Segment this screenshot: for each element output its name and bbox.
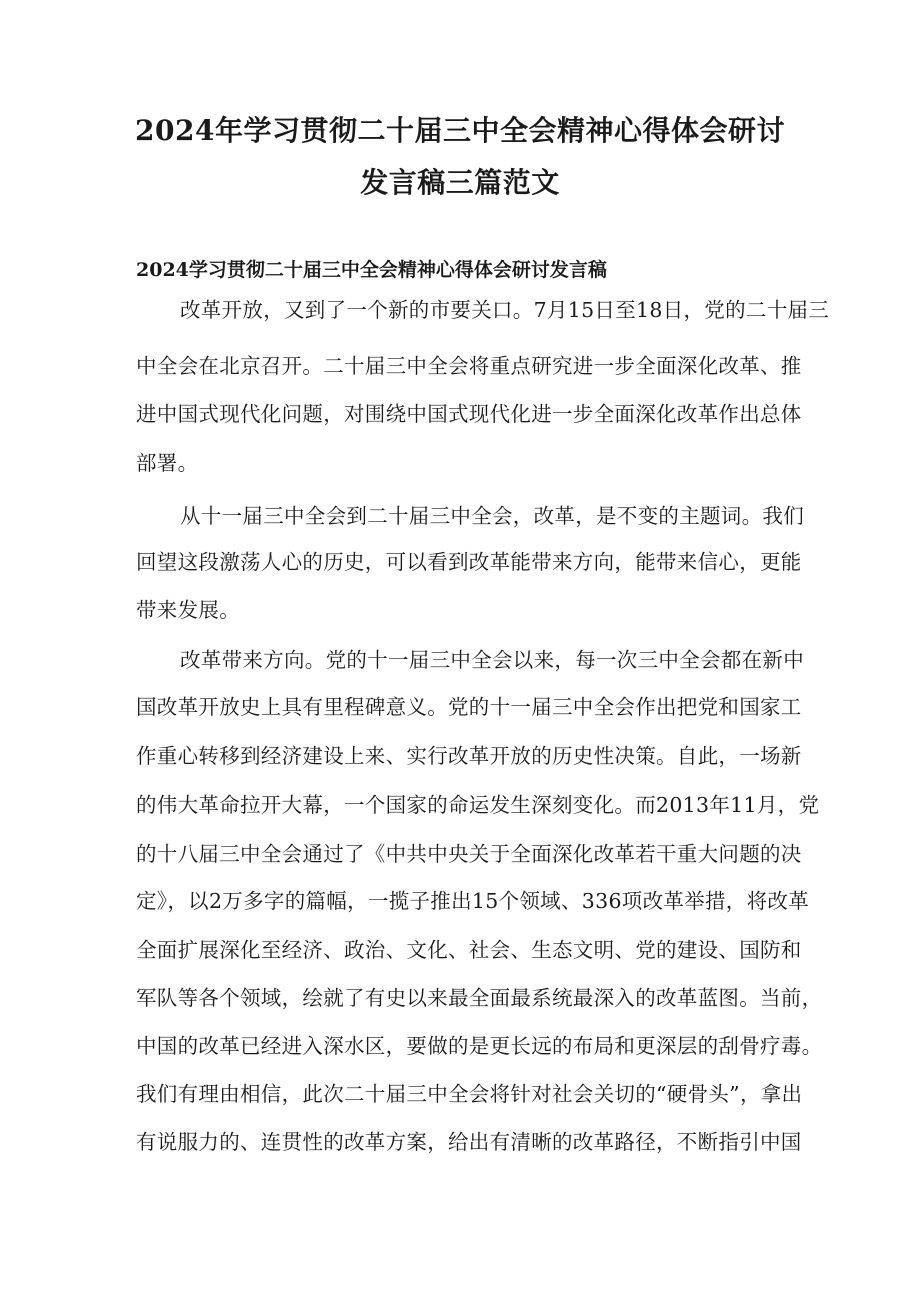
section-heading: 2024学习贯彻二十届三中全会精神心得体会研讨发言稿: [136, 259, 607, 281]
paragraph-3-line-1: 改革带来方向。党的十一届三中全会以来，每一次三中全会都在新中: [180, 648, 804, 672]
paragraph-3-line-10: 我们有理由相信，此次二十届三中全会将针对社会关切的“硬骨头”，拿出: [136, 1082, 803, 1106]
paragraph-3-line-7: 全面扩展深化至经济、政治、文化、社会、生态文明、党的建设、国防和: [136, 938, 802, 962]
paragraph-3-line-3: 作重心转移到经济建设上来、实行改革开放的历史性决策。自此，一场新: [136, 744, 802, 768]
paragraph-1-line-4: 部署。: [136, 451, 199, 475]
document-title-line-1: 2024年学习贯彻二十届三中全会精神心得体会研讨: [135, 114, 785, 147]
document-title-line-2: 发言稿三篇范文: [360, 166, 560, 199]
paragraph-2-line-2: 回望这段激荡人心的历史，可以看到改革能带来方向，能带来信心，更能: [136, 550, 802, 574]
paragraph-3-line-2: 国改革开放史上具有里程碑意义。党的十一届三中全会作出把党和国家工: [136, 695, 802, 719]
paragraph-3-line-4: 的伟大革命拉开大幕，一个国家的命运发生深刻变化。而2013年11月，党: [136, 793, 820, 817]
paragraph-3-line-8: 军队等各个领域，绘就了有史以来最全面最系统最深入的改革蓝图。当前，: [136, 986, 823, 1010]
paragraph-1-line-1: 改革开放，又到了一个新的市要关口。7月15日至18日，党的二十届三: [180, 298, 830, 322]
paragraph-2-line-3: 带来发展。: [136, 598, 240, 622]
paragraph-3-line-9: 中国的改革已经进入深水区，要做的是更长远的布局和更深层的刮骨疗毒。: [136, 1034, 823, 1058]
paragraph-1-line-3: 进中国式现代化问题，对围绕中国式现代化进一步全面深化改革作出总体: [136, 402, 802, 426]
paragraph-3-line-6: 定》，以2万多字的篇幅，一揽子推出15个领域、336项改革举措，将改革: [136, 889, 810, 913]
paragraph-1-line-2: 中全会在北京召开。二十届三中全会将重点研究进一步全面深化改革、推: [136, 354, 802, 378]
paragraph-3-line-11: 有说服力的、连贯性的改革方案，给出有清晰的改革路径，不断指引中国: [136, 1130, 802, 1154]
paragraph-2-line-1: 从十一届三中全会到二十届三中全会，改革，是不变的主题词。我们: [180, 504, 804, 528]
paragraph-3-line-5: 的十八届三中全会通过了《中共中央关于全面深化改革若干重大问题的决: [136, 842, 802, 866]
